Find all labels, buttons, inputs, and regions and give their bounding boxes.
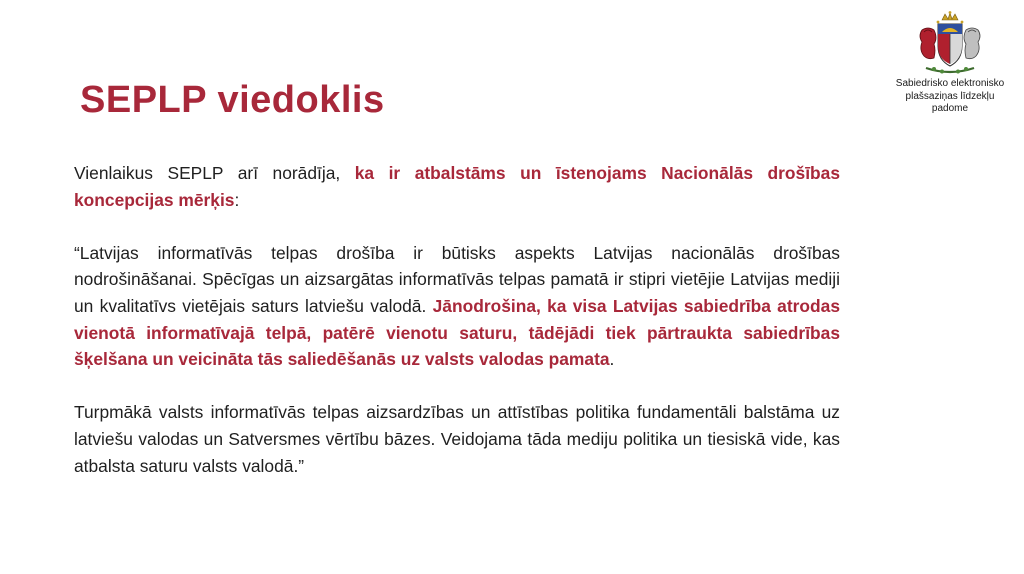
organization-name: [888, 78, 1012, 116]
paragraph-text: :: [234, 189, 240, 210]
latvia-coat-of-arms-icon: [914, 10, 986, 76]
paragraph-text: Vienlaikus SEPLP arī norādīja,: [74, 163, 355, 183]
highlighted-text: ka ir atbalstāms un īstenojams Nacionālās drošības koncepcijas mērķis: [74, 163, 841, 210]
paragraph-intro: [74, 160, 840, 213]
paragraph-text: .: [609, 349, 615, 370]
page-title: SEPLP viedoklis: [80, 79, 385, 121]
organization-name-line: padome: [931, 103, 969, 114]
paragraph-quote: [74, 240, 840, 373]
paragraph-text: “Latvijas informatīvās telpas drošība ir būtisks aspekts Latvijas nacionālās drošības nodrošināšanai. Spēcīgas un aizsargātas informatīvās telpas pamatā ir stipri vietējie Latvijas mediji un kvalitatīvs vietējais saturs latviešu valodā.: [74, 242, 840, 316]
organization-name-line: plašsaziņas līdzekļu: [905, 90, 995, 102]
highlighted-text: Jānodrošina, ka visa Latvijas sabiedrība atrodas vienotā informatīvajā telpā, patērē vienotu saturu, tādējādi tiek pārtraukta sabiedrības šķelšana un veicināta tās saliedēšanās uz valsts valodas pamata: [74, 295, 841, 370]
paragraph-policy: [74, 399, 840, 479]
organization-name-line: Sabiedrisko elektronisko: [895, 78, 1005, 89]
paragraph-text: Turpmākā valsts informatīvās telpas aizsardzības un attīstības politika fundamentāli balstāma uz latviešu valodas un Satversmes vērtību bāzes. Veidojama tāda mediju politika un tiesiskā vide, kas atbalsta saturu valsts valodā.”: [74, 402, 840, 476]
organization-logo: [888, 10, 1012, 120]
body-text: [74, 160, 840, 506]
